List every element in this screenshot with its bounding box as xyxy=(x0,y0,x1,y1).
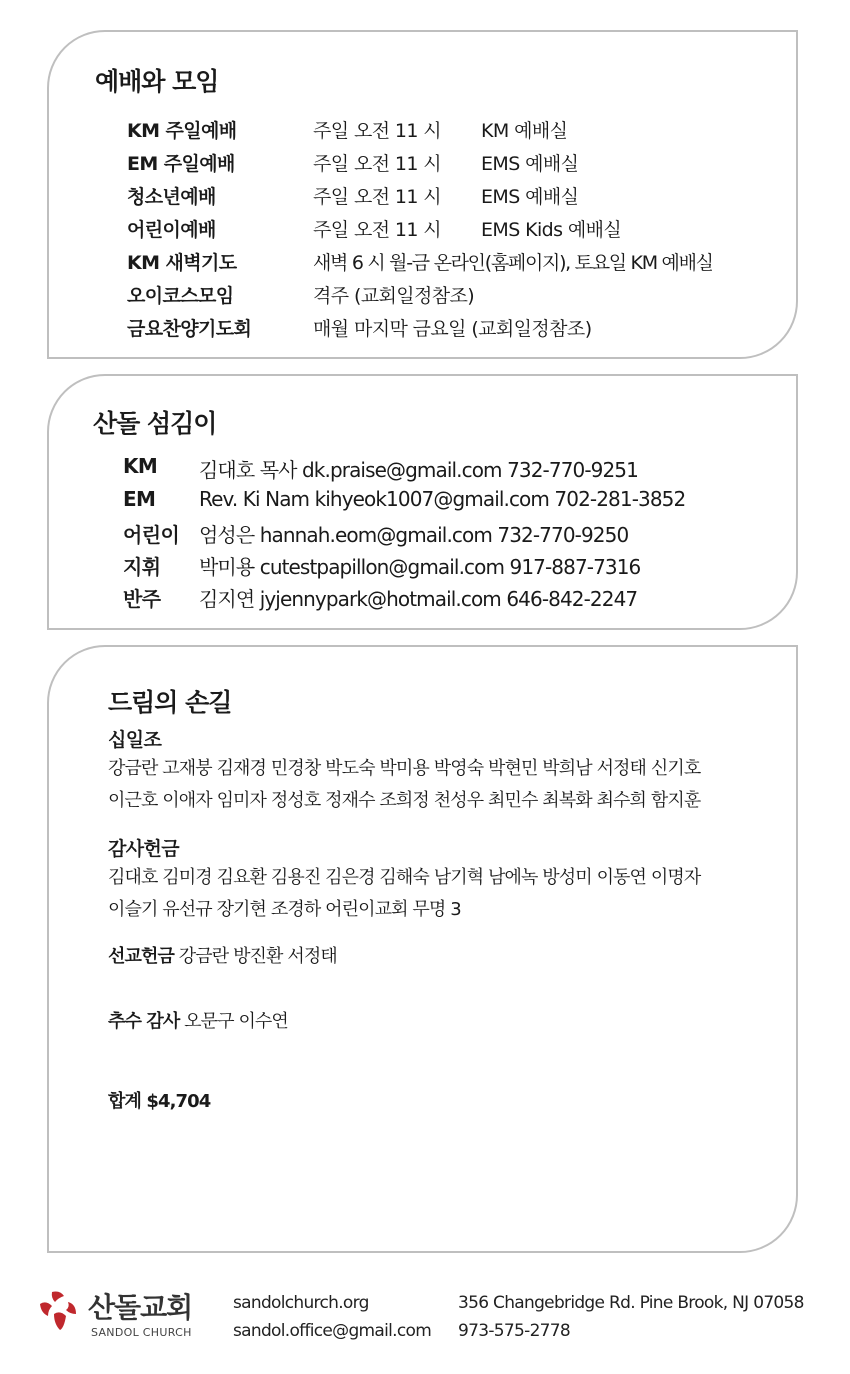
worship-name: KM 새벽기도 xyxy=(127,252,237,274)
worship-name: 금요찬양기도회 xyxy=(127,318,252,340)
worship-time: 격주 (교회일정참조) xyxy=(313,285,475,307)
staff-detail: 김대호 목사 dk.praise@gmail.com 732-770-9251 xyxy=(199,458,638,482)
worship-time: 매월 마지막 금요일 (교회일정참조) xyxy=(313,318,592,340)
worship-name: EM 주일예배 xyxy=(127,153,235,175)
offering-total: 합계 $4,704 xyxy=(108,1091,211,1112)
tithe-names-line: 강금란 고재붕 김재경 민경창 박도숙 박미용 박영숙 박현민 박희남 서정태 신기호 xyxy=(108,758,701,779)
harvest-offering xyxy=(108,1006,288,1038)
offering-card xyxy=(47,645,798,1253)
harvest-names: 오문구 이수연 xyxy=(184,1011,288,1032)
worship-place: EMS Kids 예배실 xyxy=(481,219,622,241)
worship-name: 오이코스모임 xyxy=(127,285,234,307)
church-logo-icon xyxy=(38,1288,78,1332)
thanks-label: 감사헌금 xyxy=(108,838,180,860)
harvest-label: 추수 감사 xyxy=(108,1011,180,1032)
phone-text: 973-575-2778 xyxy=(458,1321,571,1341)
website-link[interactable]: sandolchurch.org xyxy=(233,1293,369,1313)
address-text: 356 Changebridge Rd. Pine Brook, NJ 07058 xyxy=(458,1293,804,1313)
worship-time: 주일 오전 11 시 xyxy=(313,219,442,241)
staff-detail: Rev. Ki Nam kihyeok1007@gmail.com 702-281-3852 xyxy=(199,487,686,511)
staff-role: 반주 xyxy=(123,587,161,611)
tithe-label: 십일조 xyxy=(108,729,162,751)
brand-name-korean: 산돌교회 xyxy=(88,1291,193,1324)
worship-card xyxy=(47,30,798,359)
staff-role: 어린이 xyxy=(123,523,180,547)
worship-name: 청소년예배 xyxy=(127,186,216,208)
worship-name: KM 주일예배 xyxy=(127,120,237,142)
logo-shape xyxy=(66,1302,76,1314)
mission-names: 강금란 방진환 서정태 xyxy=(178,946,337,967)
worship-time: 새벽 6 시 월-금 온라인(홈페이지), 토요일 KM 예배실 xyxy=(313,252,713,274)
thanks-names-line: 김대호 김미경 김요환 김용진 김은경 김해숙 남기혁 남에녹 방성미 이동연 이명자 xyxy=(108,867,701,888)
worship-time: 주일 오전 11 시 xyxy=(313,186,442,208)
staff-role: EM xyxy=(123,487,156,511)
staff-detail: 박미용 cutestpapillon@gmail.com 917-887-7316 xyxy=(199,555,641,579)
logo-shape xyxy=(52,1292,64,1303)
staff-detail: 엄성은 hannah.eom@gmail.com 732-770-9250 xyxy=(199,523,629,547)
staff-card xyxy=(47,374,798,630)
tithe-names-line: 이근호 이애자 임미자 정성호 정재수 조희정 천성우 최민수 최복화 최수희 함지훈 xyxy=(108,790,701,811)
staff-role: 지휘 xyxy=(123,555,161,579)
worship-place: EMS 예배실 xyxy=(481,186,579,208)
logo-shape xyxy=(40,1302,52,1316)
tithe-names xyxy=(108,753,700,817)
worship-title: 예배와 모임 xyxy=(95,67,219,96)
worship-place: KM 예배실 xyxy=(481,120,568,142)
staff-role: KM xyxy=(123,454,158,478)
worship-place: EMS 예배실 xyxy=(481,153,579,175)
mission-label: 선교헌금 xyxy=(108,946,174,967)
mission-offering xyxy=(108,941,337,973)
staff-title: 산돌 섬김이 xyxy=(93,409,217,438)
worship-time: 주일 오전 11 시 xyxy=(313,153,442,175)
staff-detail: 김지연 jyjennypark@hotmail.com 646-842-2247 xyxy=(199,587,638,611)
thanks-names-line: 이슬기 유선규 장기현 조경하 어린이교회 무명 3 xyxy=(108,899,461,920)
brand-name-english: SANDOL CHURCH xyxy=(91,1326,192,1339)
worship-time: 주일 오전 11 시 xyxy=(313,120,442,142)
offering-title: 드림의 손길 xyxy=(108,688,232,717)
email-link[interactable]: sandol.office@gmail.com xyxy=(233,1321,432,1341)
worship-name: 어린이예배 xyxy=(127,219,216,241)
logo-shape xyxy=(54,1312,66,1330)
thanks-names xyxy=(108,862,700,926)
